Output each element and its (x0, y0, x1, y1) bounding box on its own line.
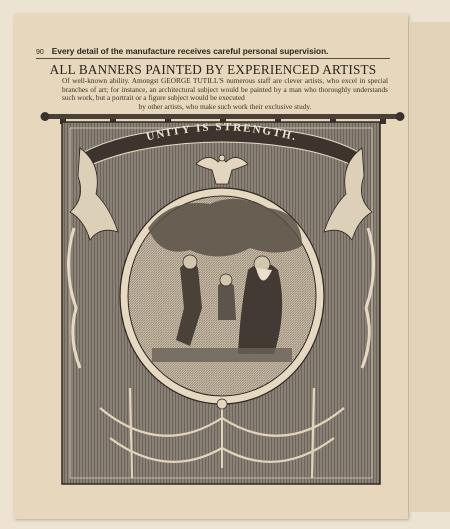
central-medallion (120, 188, 324, 404)
garland-rosette (217, 399, 227, 409)
banner-motto: UNITY IS STRENGTH. (145, 120, 299, 144)
article-title: ALL BANNERS PAINTED BY EXPERIENCED ARTISTS (49, 62, 377, 77)
running-header (36, 46, 376, 56)
body-line: excel in special branches of art; for instance, an architectural subject would be painted by a (62, 76, 388, 94)
running-head-text: Every detail of the manufacture receives careful personal supervision. (51, 46, 329, 56)
article-body (62, 77, 388, 111)
header-rule (36, 58, 390, 59)
adjacent-page (408, 22, 450, 512)
figure-child (218, 281, 236, 320)
body-line: man who thoroughly understands such work, but a portrait or a figure subject would be executed (62, 84, 388, 103)
page-number: 90 (36, 49, 44, 56)
body-line: Of well-known ability. Amongst GEORGE TUTILL'S numerous staff are clever artists, who (62, 76, 340, 85)
body-line: by other artists, who make such work their exclusive study. (138, 101, 312, 111)
banner-illustration (40, 108, 405, 500)
